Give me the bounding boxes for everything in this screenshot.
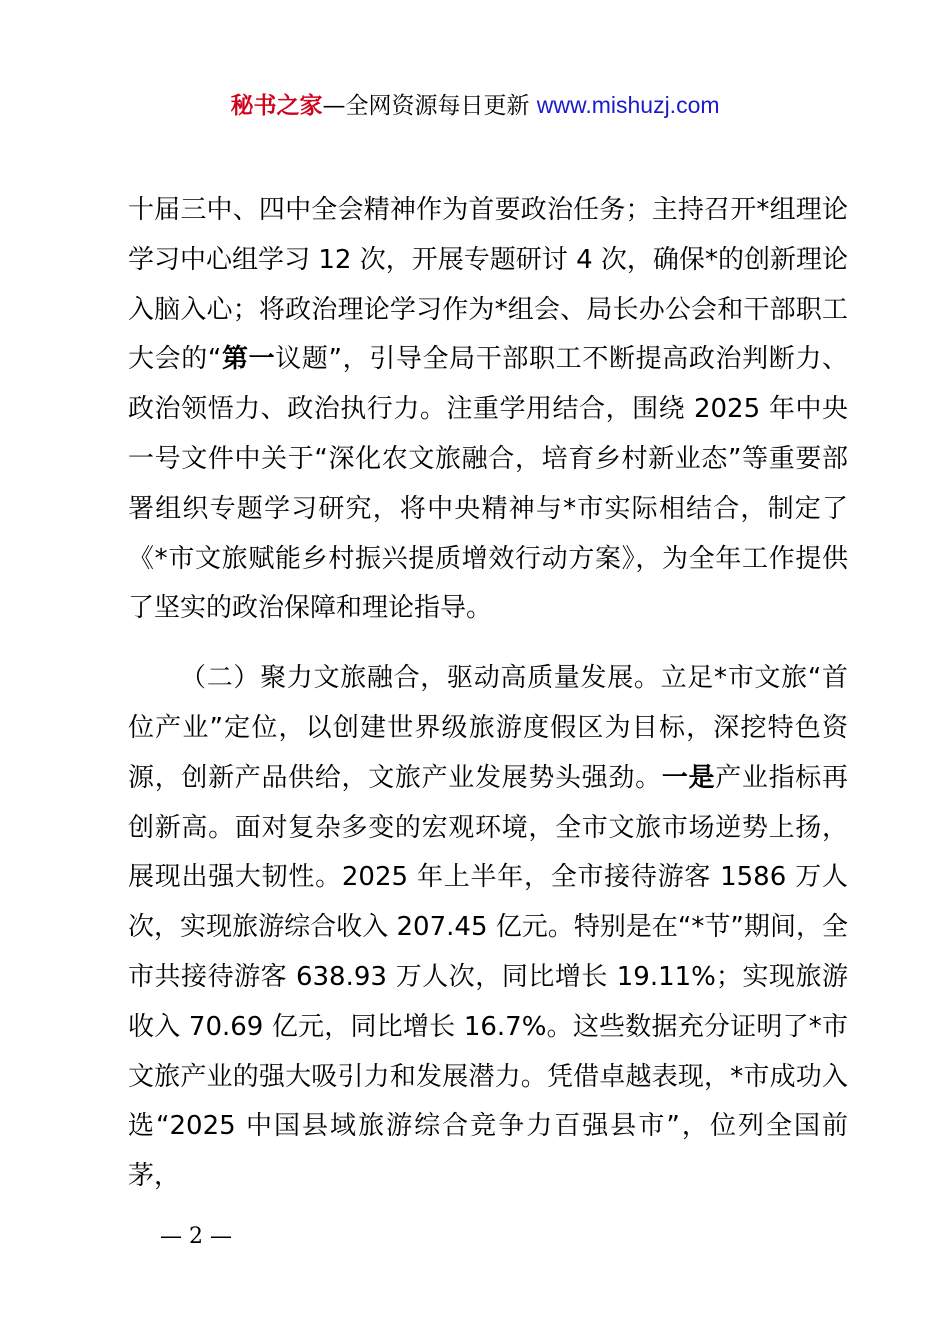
paragraph-2-text-b: 产业指标再创新高。面对复杂多变的宏观环境，全市文旅市场逆势上扬，展现出强大韧性。2025 年上半年，全市接待游客 1586 万人次，实现旅游综合收入 207.45 亿元。特别是在“*节”期间，全市共接待游客 638.93 万人次，同比增长 19.11%；实现旅游收入 70.69 亿元，同比增长 16.7%。这些数据充分证明了*市文旅产业的强大吸引力和发展潜力。凭借卓越表现，*市成功入选“2025 中国县域旅游综合竞争力百强县市”，位列全国前茅， [128, 762, 848, 1192]
paragraph-2-text-a: （二）聚力文旅融合，驱动高质量发展。立足*市文旅“首位产业”定位，以创建世界级旅游度假区为目标，深挖特色资源，创新产品供给，文旅产业发展势头强劲。 [128, 663, 848, 793]
paragraph-2-emphasis: 一是 [661, 762, 716, 793]
document-body [128, 186, 848, 1202]
paragraph-1 [128, 186, 848, 634]
paragraph-1-emphasis: 第一 [221, 344, 276, 375]
page-header [0, 88, 950, 123]
paragraph-1-text-b: 议题”，引导全局干部职工不断提高政治判断力、政治领悟力、政治执行力。注重学用结合，围绕 2025 年中央一号文件中关于“深化农文旅融合，培育乡村新业态”等重要部署组织专题学习研究，将中央精神与*市实际相结合，制定了《*市文旅赋能乡村振兴提质增效行动方案》，为全年工作提供了坚实的政治保障和理论指导。 [128, 344, 848, 624]
page-number: — 2 — [160, 1224, 232, 1249]
header-slogan: 全网资源每日更新 [345, 93, 530, 119]
site-brand: 秘书之家 [230, 93, 323, 119]
site-url-link[interactable]: www.mishuzj.com [536, 92, 720, 118]
paragraph-2 [128, 654, 848, 1202]
header-separator: — [322, 93, 346, 119]
paragraph-1-text-a: 十届三中、四中全会精神作为首要政治任务；主持召开*组理论学习中心组学习 12 次，开展专题研讨 4 次，确保*的创新理论入脑入心；将政治理论学习作为*组会、局长办公会和干部职工大会的“ [128, 195, 848, 375]
